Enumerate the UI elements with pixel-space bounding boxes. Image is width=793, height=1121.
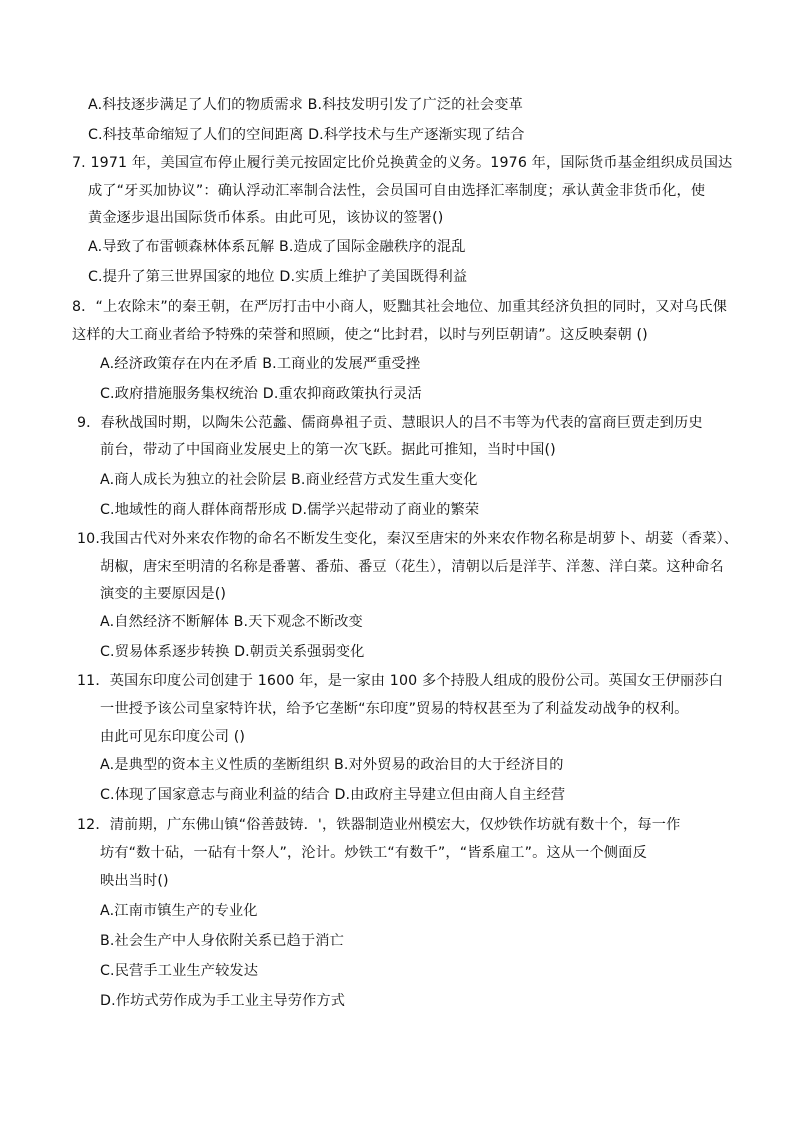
q8-options-ab: A.经济政策存在内在矛盾 B.工商业的发展严重受挫 — [100, 356, 421, 372]
q12-option-c: C.民营手工业生产较发达 — [100, 963, 259, 979]
q8-stem-line-2: 这样的大工商业者给予特殊的荣誉和照顾，使之“比封君，以时与列臣朝请”。这反映秦朝 () — [72, 327, 648, 343]
q11-stem-line-2: 一世授予该公司皇家特许状，给予它垄断“东印度”贸易的特权甚至为了利益发动战争的权利。 — [100, 701, 689, 717]
q9-options-cd: C.地域性的商人群体商帮形成 D.儒学兴起带动了商业的繁荣 — [100, 502, 480, 518]
q8-options-cd: C.政府措施服务集权统治 D.重农抑商政策执行灵活 — [100, 386, 422, 402]
q12-option-d: D.作坊式劳作成为手工业主导劳作方式 — [100, 993, 346, 1009]
q11-stem-line-1: 11．英国东印度公司创建于 1600 年，是一家由 100 多个持股人组成的股份公司。英国女王伊丽莎白 — [77, 673, 724, 689]
q9-options-ab: A.商人成长为独立的社会阶层 B.商业经营方式发生重大变化 — [100, 472, 478, 488]
q12-stem-line-1: 12．清前期，广东佛山镇“俗善鼓铸．'，铁器制造业州模宏大，仅炒铁作坊就有数十个，每一作 — [77, 817, 681, 833]
q10-stem-line-3: 演变的主要原因是() — [100, 586, 227, 602]
q7-options-cd: C.提升了第三世界国家的地位 D.实质上维护了美国既得利益 — [88, 269, 468, 285]
q9-stem-line-1: 9．春秋战国时期，以陶朱公范蠡、儒商鼻祖子贡、慧眼识人的吕不韦等为代表的富商巨贾走到历史 — [77, 415, 703, 431]
q12-option-a: A.江南市镇生产的专业化 — [100, 903, 258, 919]
q7-options-ab: A.导致了布雷顿森林体系瓦解 B.造成了国际金融秩序的混乱 — [88, 239, 466, 255]
q7-stem-line-1: 7. 1971 年，美国宣布停止履行美元按固定比价兑换黄金的义务。1976 年，国际货币基金组织成员国达 — [72, 155, 733, 171]
q10-options-ab: A.自然经济不断解体 B.天下观念不断改变 — [100, 614, 363, 630]
q7-stem-line-3: 黄金逐步退出国际货币体系。由此可见，该协议的签署() — [88, 210, 444, 226]
q10-stem-line-2: 胡椒，唐宋至明清的名称是番薯、番茄、番豆（花生），清朝以后是洋芋、洋葱、洋白菜。这种命名 — [100, 559, 724, 575]
q10-stem-line-1: 10.我国古代对外来农作物的命名不断发生变化，秦汉至唐宋的外来农作物名称是胡萝卜、胡荽（香菜）、 — [77, 531, 739, 547]
q9-stem-line-2: 前台，带动了中国商业发展史上的第一次飞跃。据此可推知，当时中国() — [100, 442, 556, 458]
q12-option-b: B.社会生产中人身依附关系已趋于消亡 — [100, 933, 344, 949]
q8-stem-line-1: 8．“上农除末”的秦王朝，在严厉打击中小商人，贬黜其社会地位、加重其经济负担的同时，又对乌氏倮 — [72, 299, 728, 315]
q10-options-cd: C.贸易体系逐步转换 D.朝贡关系强弱变化 — [100, 644, 365, 660]
q11-options-cd: C.体现了国家意志与商业利益的结合 D.由政府主导建立但由商人自主经营 — [100, 787, 566, 803]
q6-options-ab: A.科技逐步满足了人们的物质需求 B.科技发明引发了广泛的社会变革 — [88, 97, 523, 113]
q12-stem-line-3: 映出当时() — [100, 873, 169, 889]
q7-stem-line-2: 成了“牙买加协议”：确认浮动汇率制合法性，会员国可自由选择汇率制度；承认黄金非货币化，使 — [88, 183, 706, 199]
q11-stem-line-3: 由此可见东印度公司 () — [100, 729, 246, 745]
q11-options-ab: A.是典型的资本主义性质的垄断组织 B.对外贸易的政治目的大于经济目的 — [100, 757, 564, 773]
q12-stem-line-2: 坊有“数十砧，一砧有十祭人”，沦计。炒铁工“有数千”，“皆系雇工”。这从一个侧面反 — [100, 845, 647, 861]
q6-options-cd: C.科技革命缩短了人们的空间距离 D.科学技术与生产逐渐实现了结合 — [88, 127, 525, 143]
